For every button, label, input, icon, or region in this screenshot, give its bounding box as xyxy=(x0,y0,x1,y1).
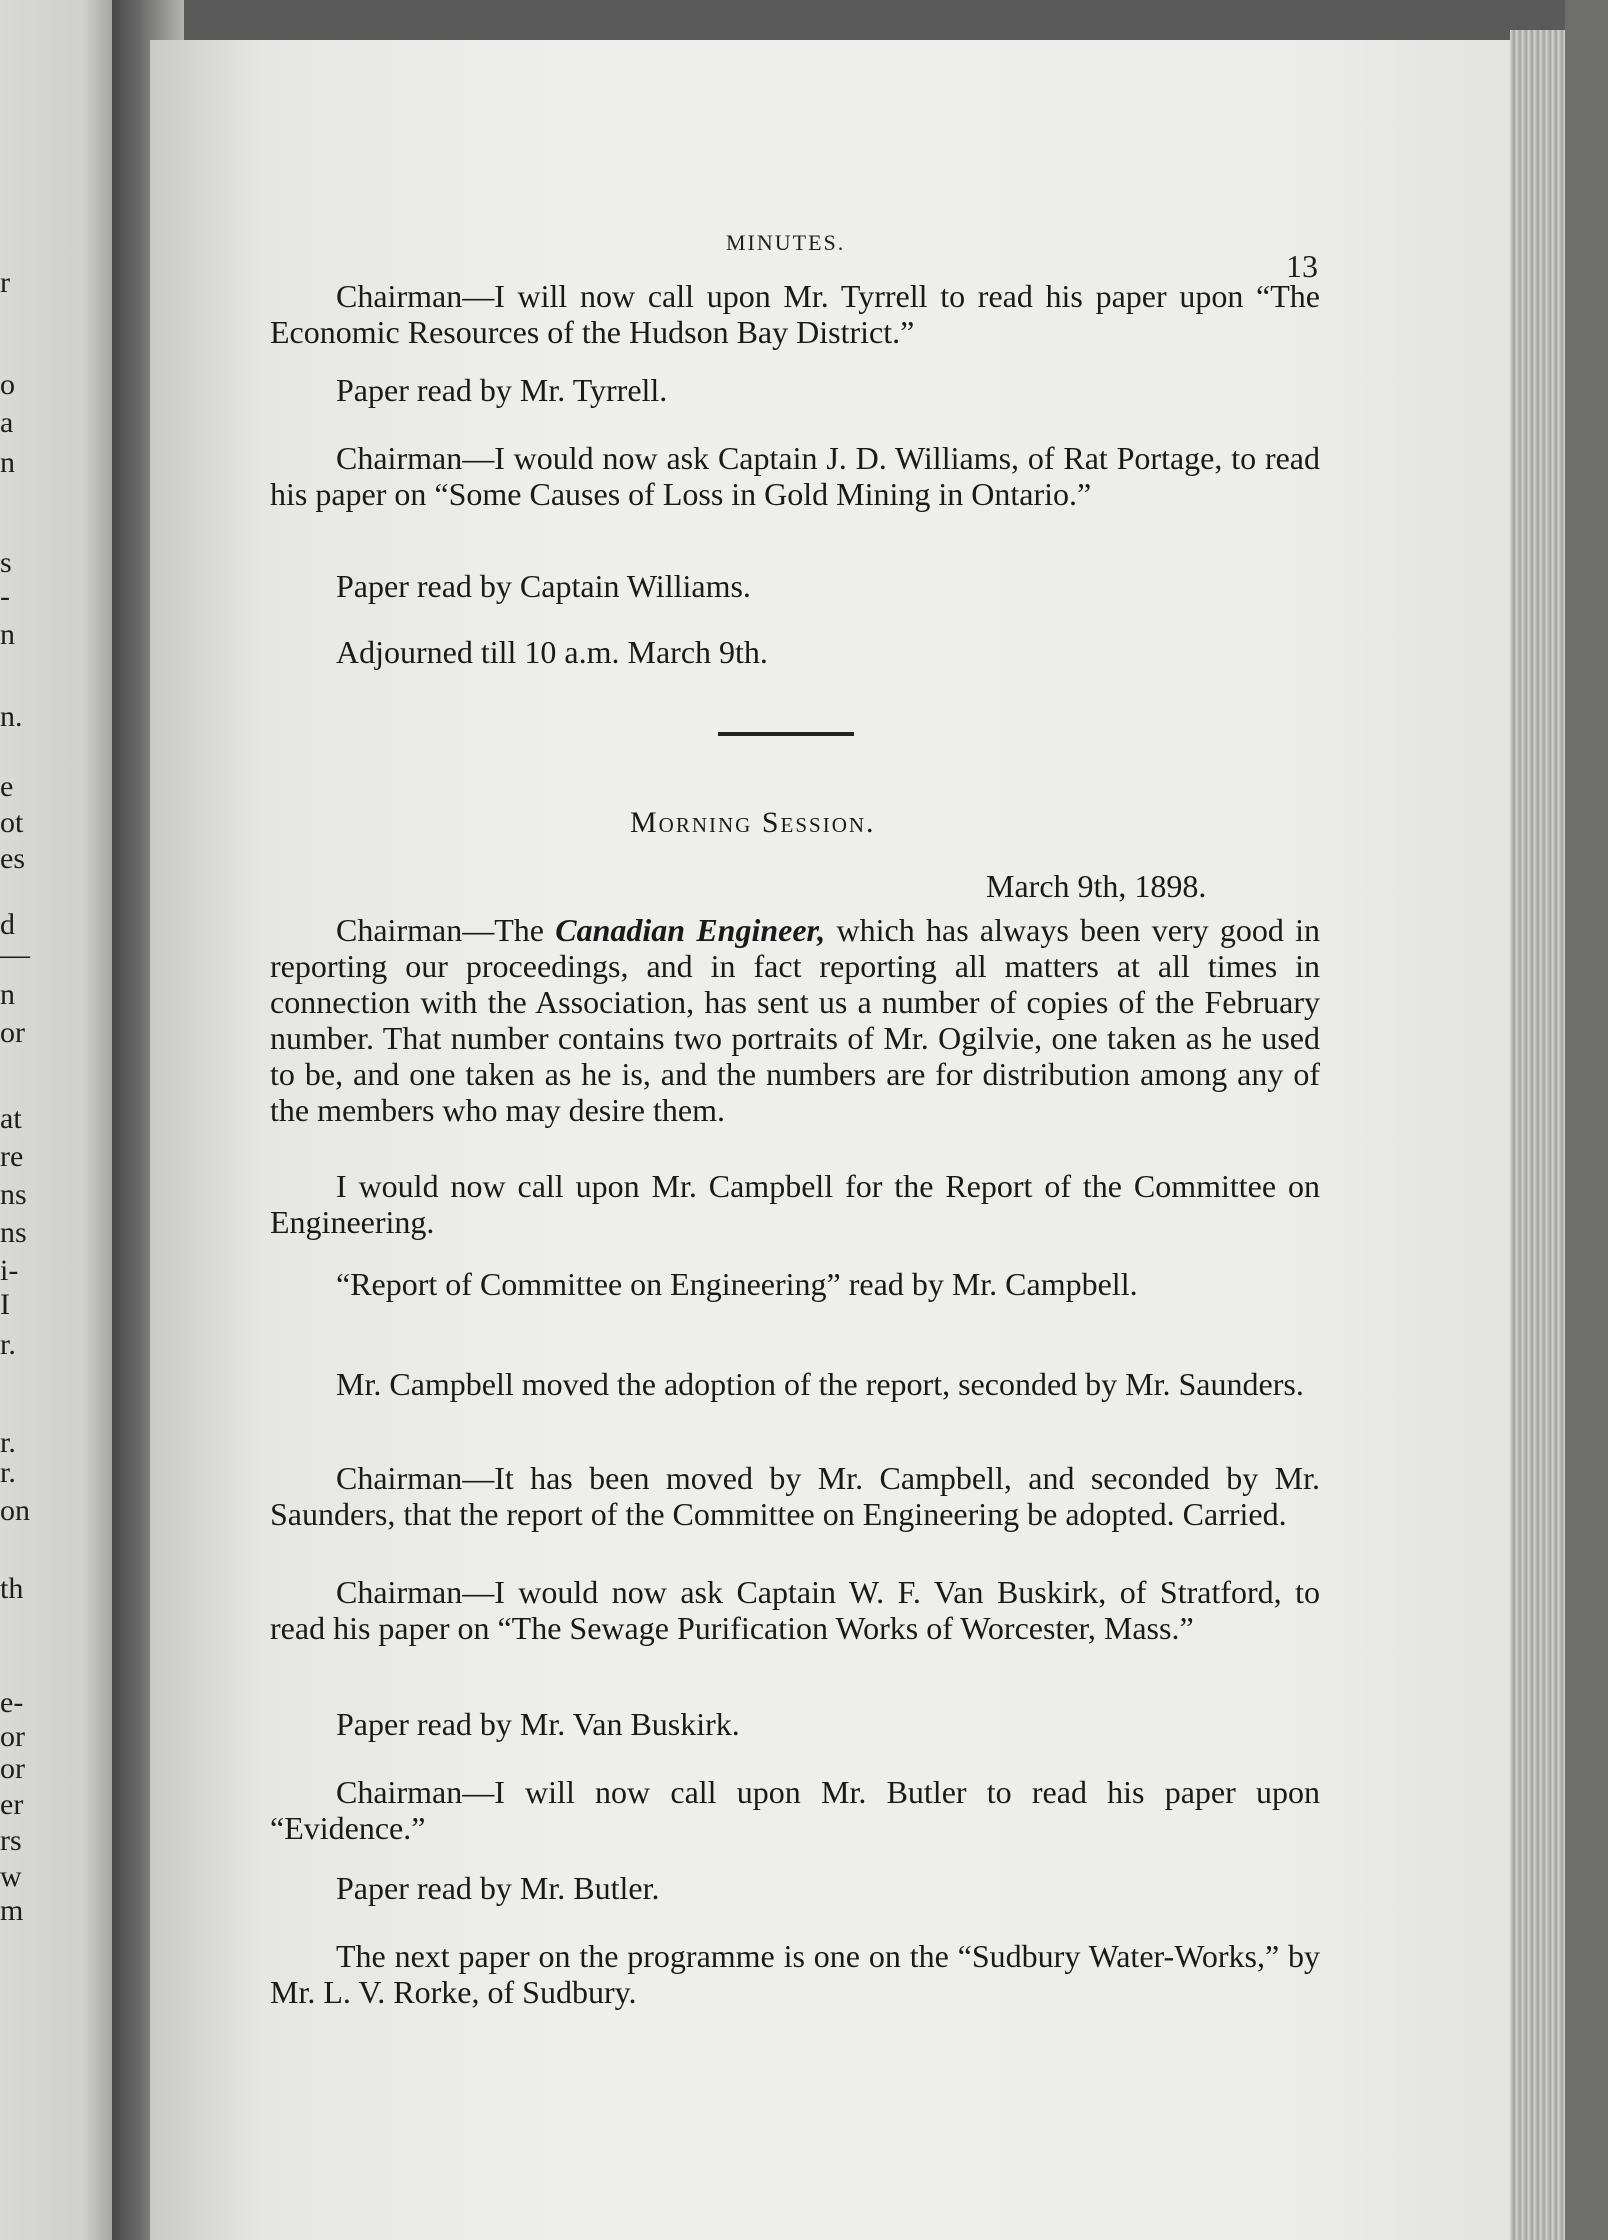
paragraph-adoption-moved: Mr. Campbell moved the adoption of the report, seconded by Mr. Saunders. xyxy=(336,1366,1304,1402)
facing-page-fragment: or xyxy=(0,1016,25,1049)
facing-page-fragment: n. xyxy=(0,700,23,733)
paragraph-report-read: “Report of Committee on Engineering” read by Mr. Campbell. xyxy=(336,1266,1138,1302)
facing-page-fragment: th xyxy=(0,1572,24,1605)
facing-page-fragment: on xyxy=(0,1494,30,1527)
paragraph-van-buskirk-call: Chairman—I would now ask Captain W. F. Van Buskirk, of Stratford, to read his paper on “The Sewage Purification Works of Worcester, Mass.” xyxy=(270,1574,1320,1646)
facing-page-fragment: ns xyxy=(0,1216,27,1249)
facing-page-text-fragments xyxy=(0,0,40,2240)
session-date: March 9th, 1898. xyxy=(986,868,1207,904)
paragraph-adjourned: Adjourned till 10 a.m. March 9th. xyxy=(336,634,768,670)
running-head: MINUTES. xyxy=(726,230,846,255)
facing-page-fragment: or xyxy=(0,1752,25,1785)
facing-page-fragment: d xyxy=(0,908,15,941)
paragraph-williams-call: Chairman—I would now ask Captain J. D. Williams, of Rat Portage, to read his paper on “Some Causes of Loss in Gold Mining in Ontario.” xyxy=(270,440,1320,512)
page-number: 13 xyxy=(1286,248,1318,284)
facing-page-fragment: I xyxy=(0,1288,10,1321)
facing-page-fragment: r xyxy=(0,266,10,299)
facing-page-fragment: s xyxy=(0,546,12,579)
paragraph-campbell-call: I would now call upon Mr. Campbell for the Report of the Committee on Engineering. xyxy=(270,1168,1320,1240)
facing-page-fragment: w xyxy=(0,1860,22,1893)
facing-page-fragment: er xyxy=(0,1788,24,1821)
facing-page-fragment: re xyxy=(0,1140,24,1173)
facing-page-fragment: — xyxy=(0,938,30,971)
facing-page-fragment: rs xyxy=(0,1824,22,1857)
facing-page-fragment: es xyxy=(0,842,25,875)
paragraph-tyrrell-call: Chairman—I will now call upon Mr. Tyrrell to read his paper upon “The Economic Resources of the Hudson Bay District.” xyxy=(270,278,1320,350)
facing-page-fragment: i- xyxy=(0,1254,19,1287)
facing-page-fragment: a xyxy=(0,406,14,439)
section-divider xyxy=(718,732,854,736)
facing-page-fragment: m xyxy=(0,1894,24,1927)
facing-page-fragment: ot xyxy=(0,806,24,839)
facing-page-fragment: r. xyxy=(0,1426,16,1459)
p6-lead: Chairman—The xyxy=(336,912,556,948)
paragraph-sudbury: The next paper on the programme is one on the “Sudbury Water-Works,” by Mr. L. V. Rorke, of Sudbury. xyxy=(270,1938,1320,2010)
facing-page-fragment: ns xyxy=(0,1178,27,1211)
facing-page-fragment: r. xyxy=(0,1456,16,1489)
paragraph-van-buskirk-read: Paper read by Mr. Van Buskirk. xyxy=(336,1706,740,1742)
paragraph-tyrrell-read: Paper read by Mr. Tyrrell. xyxy=(336,372,668,408)
paragraph-butler-read: Paper read by Mr. Butler. xyxy=(336,1870,660,1906)
facing-page-fragment: - xyxy=(0,580,10,613)
background-right xyxy=(1565,0,1608,2240)
paragraph-canadian-engineer xyxy=(270,912,1320,1128)
facing-page-fragment: e- xyxy=(0,1686,24,1719)
facing-page-fragment: e xyxy=(0,770,14,803)
journal-title: Canadian Engineer, xyxy=(555,912,826,948)
facing-page-fragment: o xyxy=(0,368,15,401)
paragraph-williams-read: Paper read by Captain Williams. xyxy=(336,568,751,604)
facing-page-fragment: r. xyxy=(0,1328,16,1361)
p6-rest: which has always been very good in reporting our proceedings, and in fact reporting all matters at all times in connection with the Association, has sent us a number of copies of the February number. That number contains two portraits of Mr. Ogilvie, one taken as he used to be, and one taken as he is, and the numbers are for distribution among any of the members who may desire them. xyxy=(270,912,1321,1128)
facing-page-fragment: n xyxy=(0,618,15,651)
page xyxy=(150,40,1530,2240)
session-heading: Morning Session. xyxy=(630,806,876,839)
facing-page-fragment: at xyxy=(0,1102,22,1135)
paragraph-report-adopted: Chairman—It has been moved by Mr. Campbell, and seconded by Mr. Saunders, that the report of the Committee on Engineering be adopted. Carried. xyxy=(270,1460,1320,1532)
facing-page-fragment: or xyxy=(0,1720,25,1753)
paragraph-butler-call: Chairman—I will now call upon Mr. Butler to read his paper upon “Evidence.” xyxy=(270,1774,1320,1846)
facing-page-fragment: n xyxy=(0,446,15,479)
facing-page-fragment: n xyxy=(0,978,15,1011)
